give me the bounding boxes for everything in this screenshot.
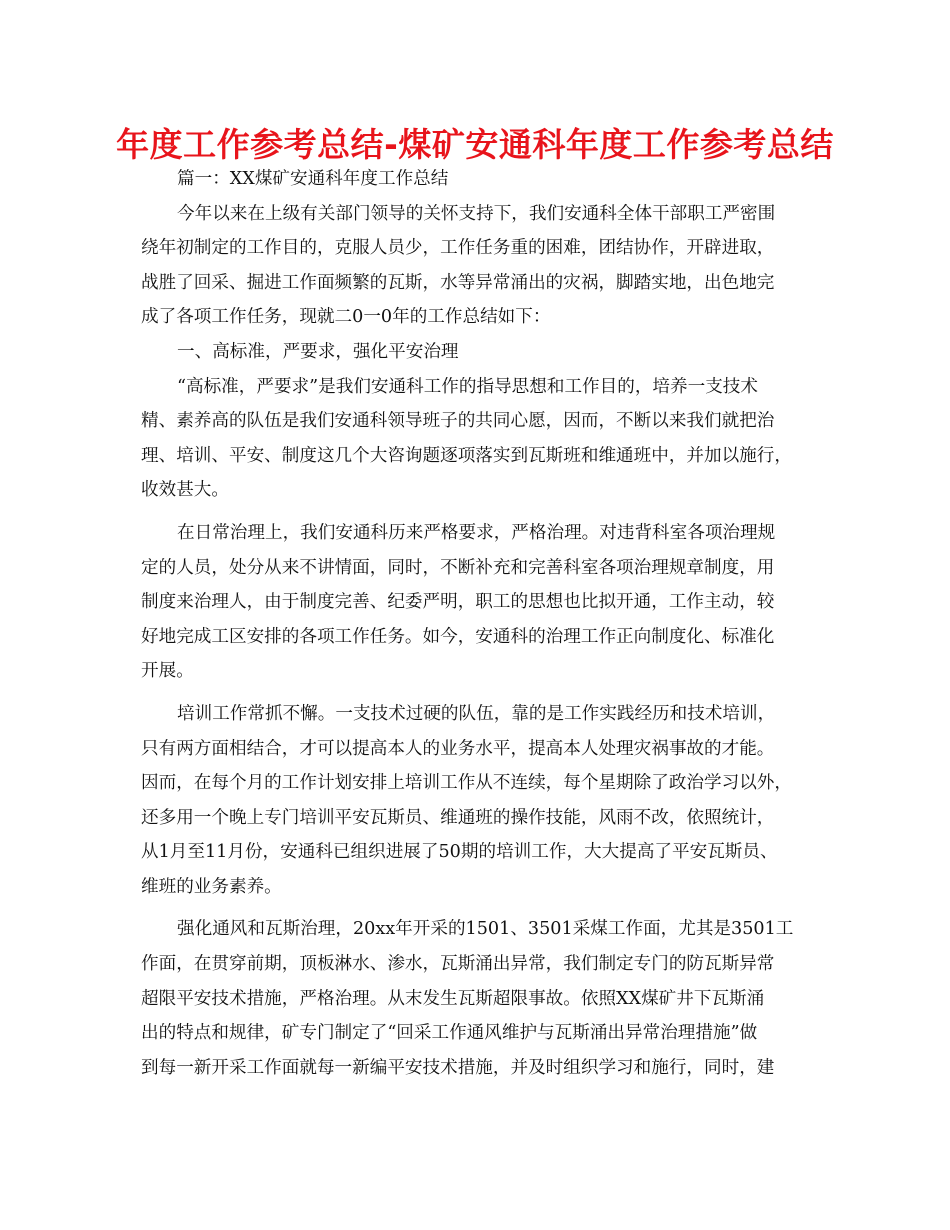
paragraph-line: 在日常治理上，我们安通科历来严格要求，严格治理。对违背科室各项治理规 bbox=[177, 522, 776, 543]
paragraph-line: 制度来治理人，由于制度完善、纪委严明，职工的思想也比拟开通，工作主动，较 bbox=[141, 592, 775, 613]
document-title: 年度工作参考总结-煤矿安通科年度工作参考总结 bbox=[116, 125, 834, 164]
paragraph-line: 绕年初制定的工作目的，克服人员少，工作任务重的困难，团结协作，开辟进取， bbox=[141, 238, 775, 259]
paragraph-line: 作面，在贯穿前期，顶板淋水、渗水，瓦斯涌出异常，我们制定专门的防瓦斯异常 bbox=[141, 954, 775, 975]
paragraph-line: 培训工作常抓不懈。一支技术过硬的队伍，靠的是工作实践经历和技术培训， bbox=[177, 703, 776, 724]
paragraph-line: “高标准，严要求”是我们安通科工作的指导思想和工作目的，培养一支技术 bbox=[177, 376, 758, 397]
paragraph-line: 还多用一个晚上专门培训平安瓦斯员、维通班的操作技能，风雨不改，依照统计， bbox=[141, 807, 775, 828]
section-heading: 一、高标准，严要求，强化平安治理 bbox=[177, 341, 459, 362]
paragraph-line: 强化通风和瓦斯治理，20xx年开采的1501、3501采煤工作面，尤其是3501工 bbox=[177, 919, 794, 940]
paragraph-line: 从1月至11月份，安通科已组织进展了50期的培训工作，大大提高了平安瓦斯员、 bbox=[141, 842, 778, 863]
paragraph-line: 收效甚大。 bbox=[141, 480, 229, 501]
paragraph-line: 理、培训、平安、制度这几个大咨询题逐项落实到瓦斯班和维通班中，并加以施行， bbox=[141, 445, 792, 466]
paragraph-line: 出的特点和规律，矿专门制定了“回采工作通风维护与瓦斯涌出异常治理措施”做 bbox=[141, 1023, 758, 1044]
paragraph-line: 今年以来在上级有关部门领导的关怀支持下，我们安通科全体干部职工严密围 bbox=[177, 203, 776, 224]
document-body bbox=[141, 162, 821, 1085]
paragraph-line: 好地完成工区安排的各项工作任务。如今，安通科的治理工作正向制度化、标准化 bbox=[141, 626, 775, 647]
paragraph-line: 定的人员，处分从来不讲情面，同时，不断补充和完善科室各项治理规章制度，用 bbox=[141, 557, 775, 578]
paragraph-line: 到每一新开采工作面就每一新编平安技术措施，并及时组织学习和施行，同时，建 bbox=[141, 1057, 775, 1078]
paragraph-line: 精、素养高的队伍是我们安通科领导班子的共同心愿，因而，不断以来我们就把治 bbox=[141, 411, 775, 432]
paragraph-line: 超限平安技术措施，严格治理。从末发生瓦斯超限事故。依照XX煤矿井下瓦斯涌 bbox=[141, 988, 765, 1009]
paragraph-line: 只有两方面相结合，才可以提高本人的业务水平，提高本人处理灾祸事故的才能。 bbox=[141, 738, 775, 759]
paragraph-line: 成了各项工作任务，现就二0一0年的工作总结如下： bbox=[141, 307, 551, 328]
paragraph-line: 维班的业务素养。 bbox=[141, 876, 282, 897]
subtitle-line: 篇一：XX煤矿安通科年度工作总结 bbox=[177, 169, 449, 189]
paragraph-line: 开展。 bbox=[141, 661, 194, 682]
paragraph-line: 因而，在每个月的工作计划安排上培训工作从不连续，每个星期除了政治学习以外， bbox=[141, 773, 792, 794]
paragraph-line: 战胜了回采、掘进工作面频繁的瓦斯，水等异常涌出的灾祸，脚踏实地，出色地完 bbox=[141, 272, 775, 293]
